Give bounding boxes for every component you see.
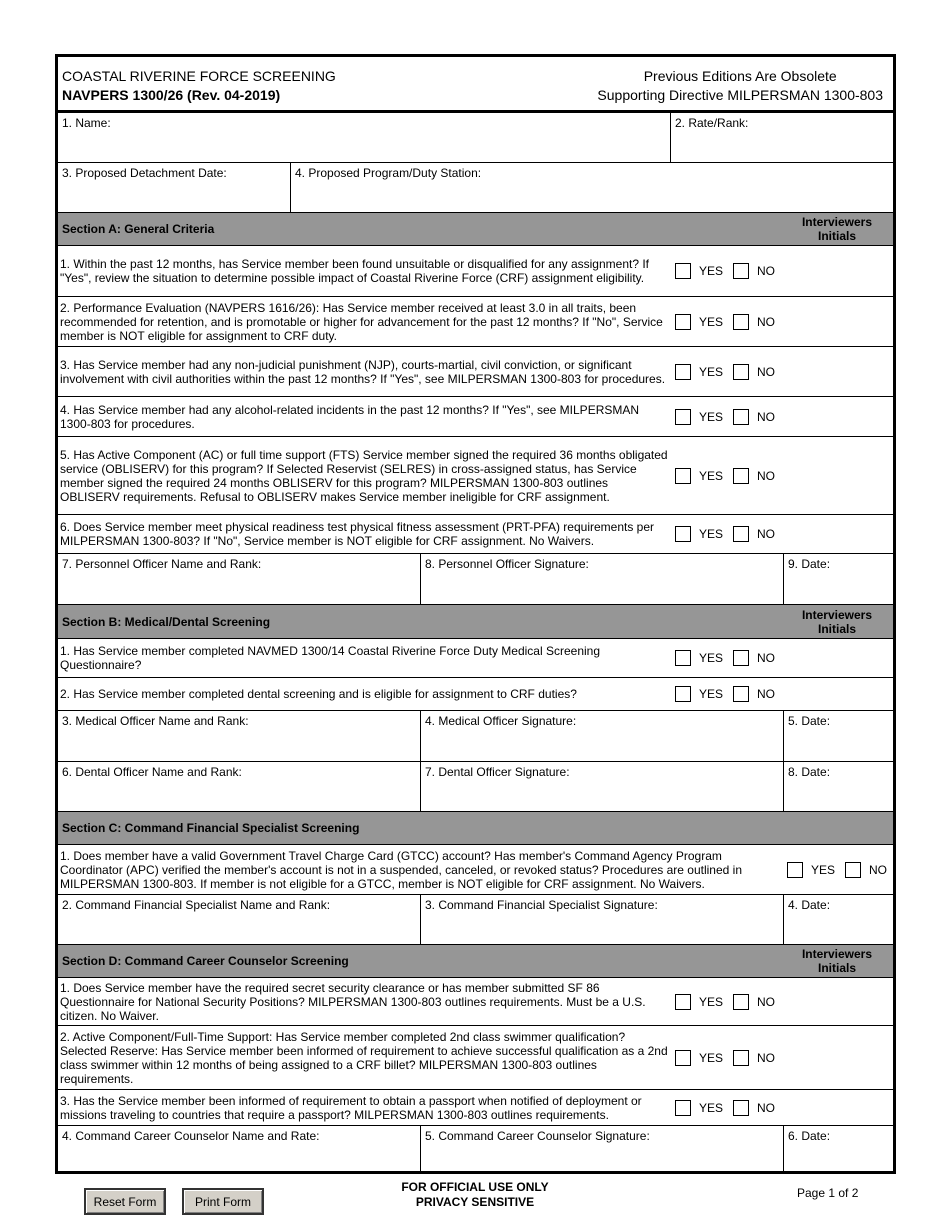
yes-no-group: YES NO: [787, 845, 887, 894]
section-d-header: [58, 945, 893, 978]
section-d-question-2: [58, 1026, 893, 1090]
no-checkbox[interactable]: [733, 263, 749, 279]
no-checkbox[interactable]: [733, 1100, 749, 1116]
question-text: 3. Has the Service member been informed of requirement to obtain a passport when notified of deployment or missions traveling to countries that require a passport? MILPERSMAN 1300-803 outlines requirements.: [60, 1093, 642, 1122]
question-text: 2. Active Component/Full-Time Support: Has Service member completed 2nd class swimmer qualification? Selected Reserve: Has Service member been informed of requirement to achieve successful qualification as a 2nd class swimmer within 12 months of being assigned to a CRF billet? MILPERSMAN 1300-803 outlines requirements.: [60, 1029, 668, 1086]
yes-checkbox[interactable]: [675, 994, 691, 1010]
section-b-header: [58, 605, 893, 639]
dental-officer-name-field[interactable]: 6. Dental Officer Name and Rank:: [62, 765, 242, 779]
privacy-label: PRIVACY SENSITIVE: [415, 1195, 535, 1209]
yes-no-group: YES NO: [675, 1026, 775, 1089]
editions-note: Previous Editions Are Obsolete: [643, 68, 837, 84]
financial-date-field[interactable]: 4. Date:: [788, 898, 831, 912]
program-station-field[interactable]: 4. Proposed Program/Duty Station:: [295, 166, 482, 180]
question-text: 5. Has Active Component (AC) or full time support (FTS) Service member signed the required 36 months obligated service (OBLISERV) for this program? If Selected Reservist (SELRES) in cross-assigned status, has Service member signed the required 24 months OBLISERV for this program? MILPERSMAN 1300-803 outlines OBLISERV requirements. Refusal to OBLISERV makes Service member ineligible for CRF assignment.: [60, 447, 668, 504]
detachment-date-field[interactable]: 3. Proposed Detachment Date:: [62, 166, 227, 180]
question-text: 2. Performance Evaluation (NAVPERS 1616/26): Has Service member received at least 3.0 in all traits, been recommended for retention, and is promotable or higher for advancement for the past 12 months? If "No", Service member is NOT eligible for assignment to CRF duty.: [60, 300, 663, 343]
section-d-signature-row: [58, 1126, 893, 1174]
career-counselor-signature-field[interactable]: 5. Command Career Counselor Signature:: [425, 1129, 650, 1143]
no-checkbox[interactable]: [733, 364, 749, 380]
interviewers-initials: Interviewers Initials: [801, 607, 873, 636]
question-text: 4. Has Service member had any alcohol-related incidents in the past 12 months? If "Yes", see MILPERSMAN 1300-803 for procedures.: [60, 402, 640, 431]
financial-specialist-signature-field[interactable]: 3. Command Financial Specialist Signature:: [425, 898, 658, 912]
yes-checkbox[interactable]: [675, 686, 691, 702]
form-number: NAVPERS 1300/26 (Rev. 04-2019): [62, 87, 281, 103]
yes-no-group: YES NO: [675, 246, 775, 296]
yes-checkbox[interactable]: [675, 1100, 691, 1116]
directive-note: Supporting Directive MILPERSMAN 1300-803: [597, 87, 883, 103]
yes-checkbox[interactable]: [675, 364, 691, 380]
section-b-question-1: [58, 639, 893, 678]
section-c-title: Section C: Command Financial Specialist Screening: [62, 821, 360, 835]
personnel-officer-signature-field[interactable]: 8. Personnel Officer Signature:: [425, 557, 589, 571]
section-c-question-1: [58, 845, 893, 895]
yes-no-group: YES NO: [675, 397, 775, 436]
question-text: 2. Has Service member completed dental screening and is eligible for assignment to CRF duties?: [60, 687, 577, 701]
yes-checkbox[interactable]: [787, 862, 803, 878]
section-d-question-3: [58, 1090, 893, 1126]
no-checkbox[interactable]: [733, 1050, 749, 1066]
name-field[interactable]: 1. Name:: [62, 116, 111, 130]
detachment-row: [58, 163, 893, 213]
no-checkbox[interactable]: [733, 650, 749, 666]
section-b-title: Section B: Medical/Dental Screening: [62, 614, 271, 629]
name-row: [58, 113, 893, 163]
official-use-label: FOR OFFICIAL USE ONLY: [401, 1180, 549, 1194]
interviewers-initials: Interviewers Initials: [801, 947, 873, 975]
yes-checkbox[interactable]: [675, 263, 691, 279]
yes-no-group: YES NO: [675, 1090, 775, 1125]
section-d-title: Section D: Command Career Counselor Screening: [62, 954, 349, 968]
medical-date-field[interactable]: 5. Date:: [788, 714, 831, 728]
yes-no-group: YES NO: [675, 347, 775, 396]
no-checkbox[interactable]: [733, 686, 749, 702]
yes-checkbox[interactable]: [675, 526, 691, 542]
no-checkbox[interactable]: [733, 468, 749, 484]
section-a-question-3: [58, 347, 893, 397]
question-text: 1. Does member have a valid Government Travel Charge Card (GTCC) account? Has member's Command Agency Program Coordinator (APC) verified the member's account is not in a suspended, canceled, or revoked status? Procedures are outlined in MILPERSMAN 1300-803. If member is not eligible for a GTCC, member is NOT eligible for CRF assignment. No Waivers.: [60, 848, 742, 891]
question-text: 1. Has Service member completed NAVMED 1300/14 Coastal Riverine Force Duty Medical Screening Questionnaire?: [60, 644, 601, 672]
reset-form-button[interactable]: Reset Form: [84, 1188, 166, 1215]
question-text: 6. Does Service member meet physical readiness test physical fitness assessment (PRT-PFA) requirements per MILPERSMAN 1300-803? If "No", Service member is NOT eligible for CRF assignment. No Waivers.: [60, 520, 655, 548]
section-a-question-6: [58, 515, 893, 554]
section-c-signature-row: [58, 895, 893, 945]
yes-checkbox[interactable]: [675, 1050, 691, 1066]
no-checkbox[interactable]: [733, 409, 749, 425]
screening-form: [55, 54, 896, 1174]
section-d-question-1: [58, 978, 893, 1026]
dental-date-field[interactable]: 8. Date:: [788, 765, 831, 779]
career-counselor-name-field[interactable]: 4. Command Career Counselor Name and Rate:: [62, 1129, 320, 1143]
section-a-header: [58, 213, 893, 246]
rate-rank-field[interactable]: 2. Rate/Rank:: [675, 116, 749, 130]
question-text: 1. Within the past 12 months, has Service member been found unsuitable or disqualified for any assignment? If "Yes", review the situation to determine possible impact of Coastal Riverine Force (CRF) assignment eligibility.: [60, 257, 649, 285]
header-left: [62, 67, 336, 105]
yes-no-group: YES NO: [675, 515, 775, 553]
print-form-button[interactable]: Print Form: [182, 1188, 264, 1215]
medical-officer-row: [58, 711, 893, 762]
yes-checkbox[interactable]: [675, 314, 691, 330]
section-a-signature-row: [58, 554, 893, 605]
section-a-title: Section A: General Criteria: [62, 222, 215, 236]
yes-no-group: YES NO: [675, 639, 775, 677]
form-header: [58, 57, 893, 113]
yes-no-group: YES NO: [675, 437, 775, 514]
yes-checkbox[interactable]: [675, 409, 691, 425]
section-a-question-4: [58, 397, 893, 437]
medical-officer-name-field[interactable]: 3. Medical Officer Name and Rank:: [62, 714, 249, 728]
dental-officer-row: [58, 762, 893, 812]
yes-no-group: YES NO: [675, 978, 775, 1025]
personnel-officer-name-field[interactable]: 7. Personnel Officer Name and Rank:: [62, 557, 262, 571]
no-checkbox[interactable]: [733, 526, 749, 542]
section-b-question-2: [58, 678, 893, 711]
section-a-question-2: [58, 297, 893, 347]
dental-officer-signature-field[interactable]: 7. Dental Officer Signature:: [425, 765, 570, 779]
page-number: Page 1 of 2: [797, 1186, 859, 1200]
personnel-date-field[interactable]: 9. Date:: [788, 557, 831, 571]
medical-officer-signature-field[interactable]: 4. Medical Officer Signature:: [425, 714, 577, 728]
career-counselor-date-field[interactable]: 6. Date:: [788, 1129, 831, 1143]
no-checkbox[interactable]: [733, 314, 749, 330]
yes-no-group: YES NO: [675, 678, 775, 710]
question-text: 3. Has Service member had any non-judicial punishment (NJP), courts-martial, civil conviction, or significant involvement with civil authorities within the past 12 months? If "Yes", see MILPERSMAN 1300-803 for procedures.: [60, 357, 666, 386]
yes-no-group: YES NO: [675, 297, 775, 346]
no-checkbox[interactable]: [733, 994, 749, 1010]
section-a-question-5: [58, 437, 893, 515]
header-right: [597, 67, 883, 105]
section-c-header: [58, 812, 893, 845]
section-a-question-1: [58, 246, 893, 297]
yes-checkbox[interactable]: [675, 468, 691, 484]
yes-checkbox[interactable]: [675, 650, 691, 666]
financial-specialist-name-field[interactable]: 2. Command Financial Specialist Name and Rank:: [62, 898, 331, 912]
question-text: 1. Does Service member have the required secret security clearance or has member submitted SF 86 Questionnaire for National Security Positions? MILPERSMAN 1300-803 outlines requirements. Must be a U.S. citizen. No Waiver.: [60, 980, 646, 1023]
no-checkbox[interactable]: [845, 862, 861, 878]
interviewers-initials: Interviewers Initials: [801, 215, 873, 243]
form-title: COASTAL RIVERINE FORCE SCREENING: [62, 68, 336, 84]
